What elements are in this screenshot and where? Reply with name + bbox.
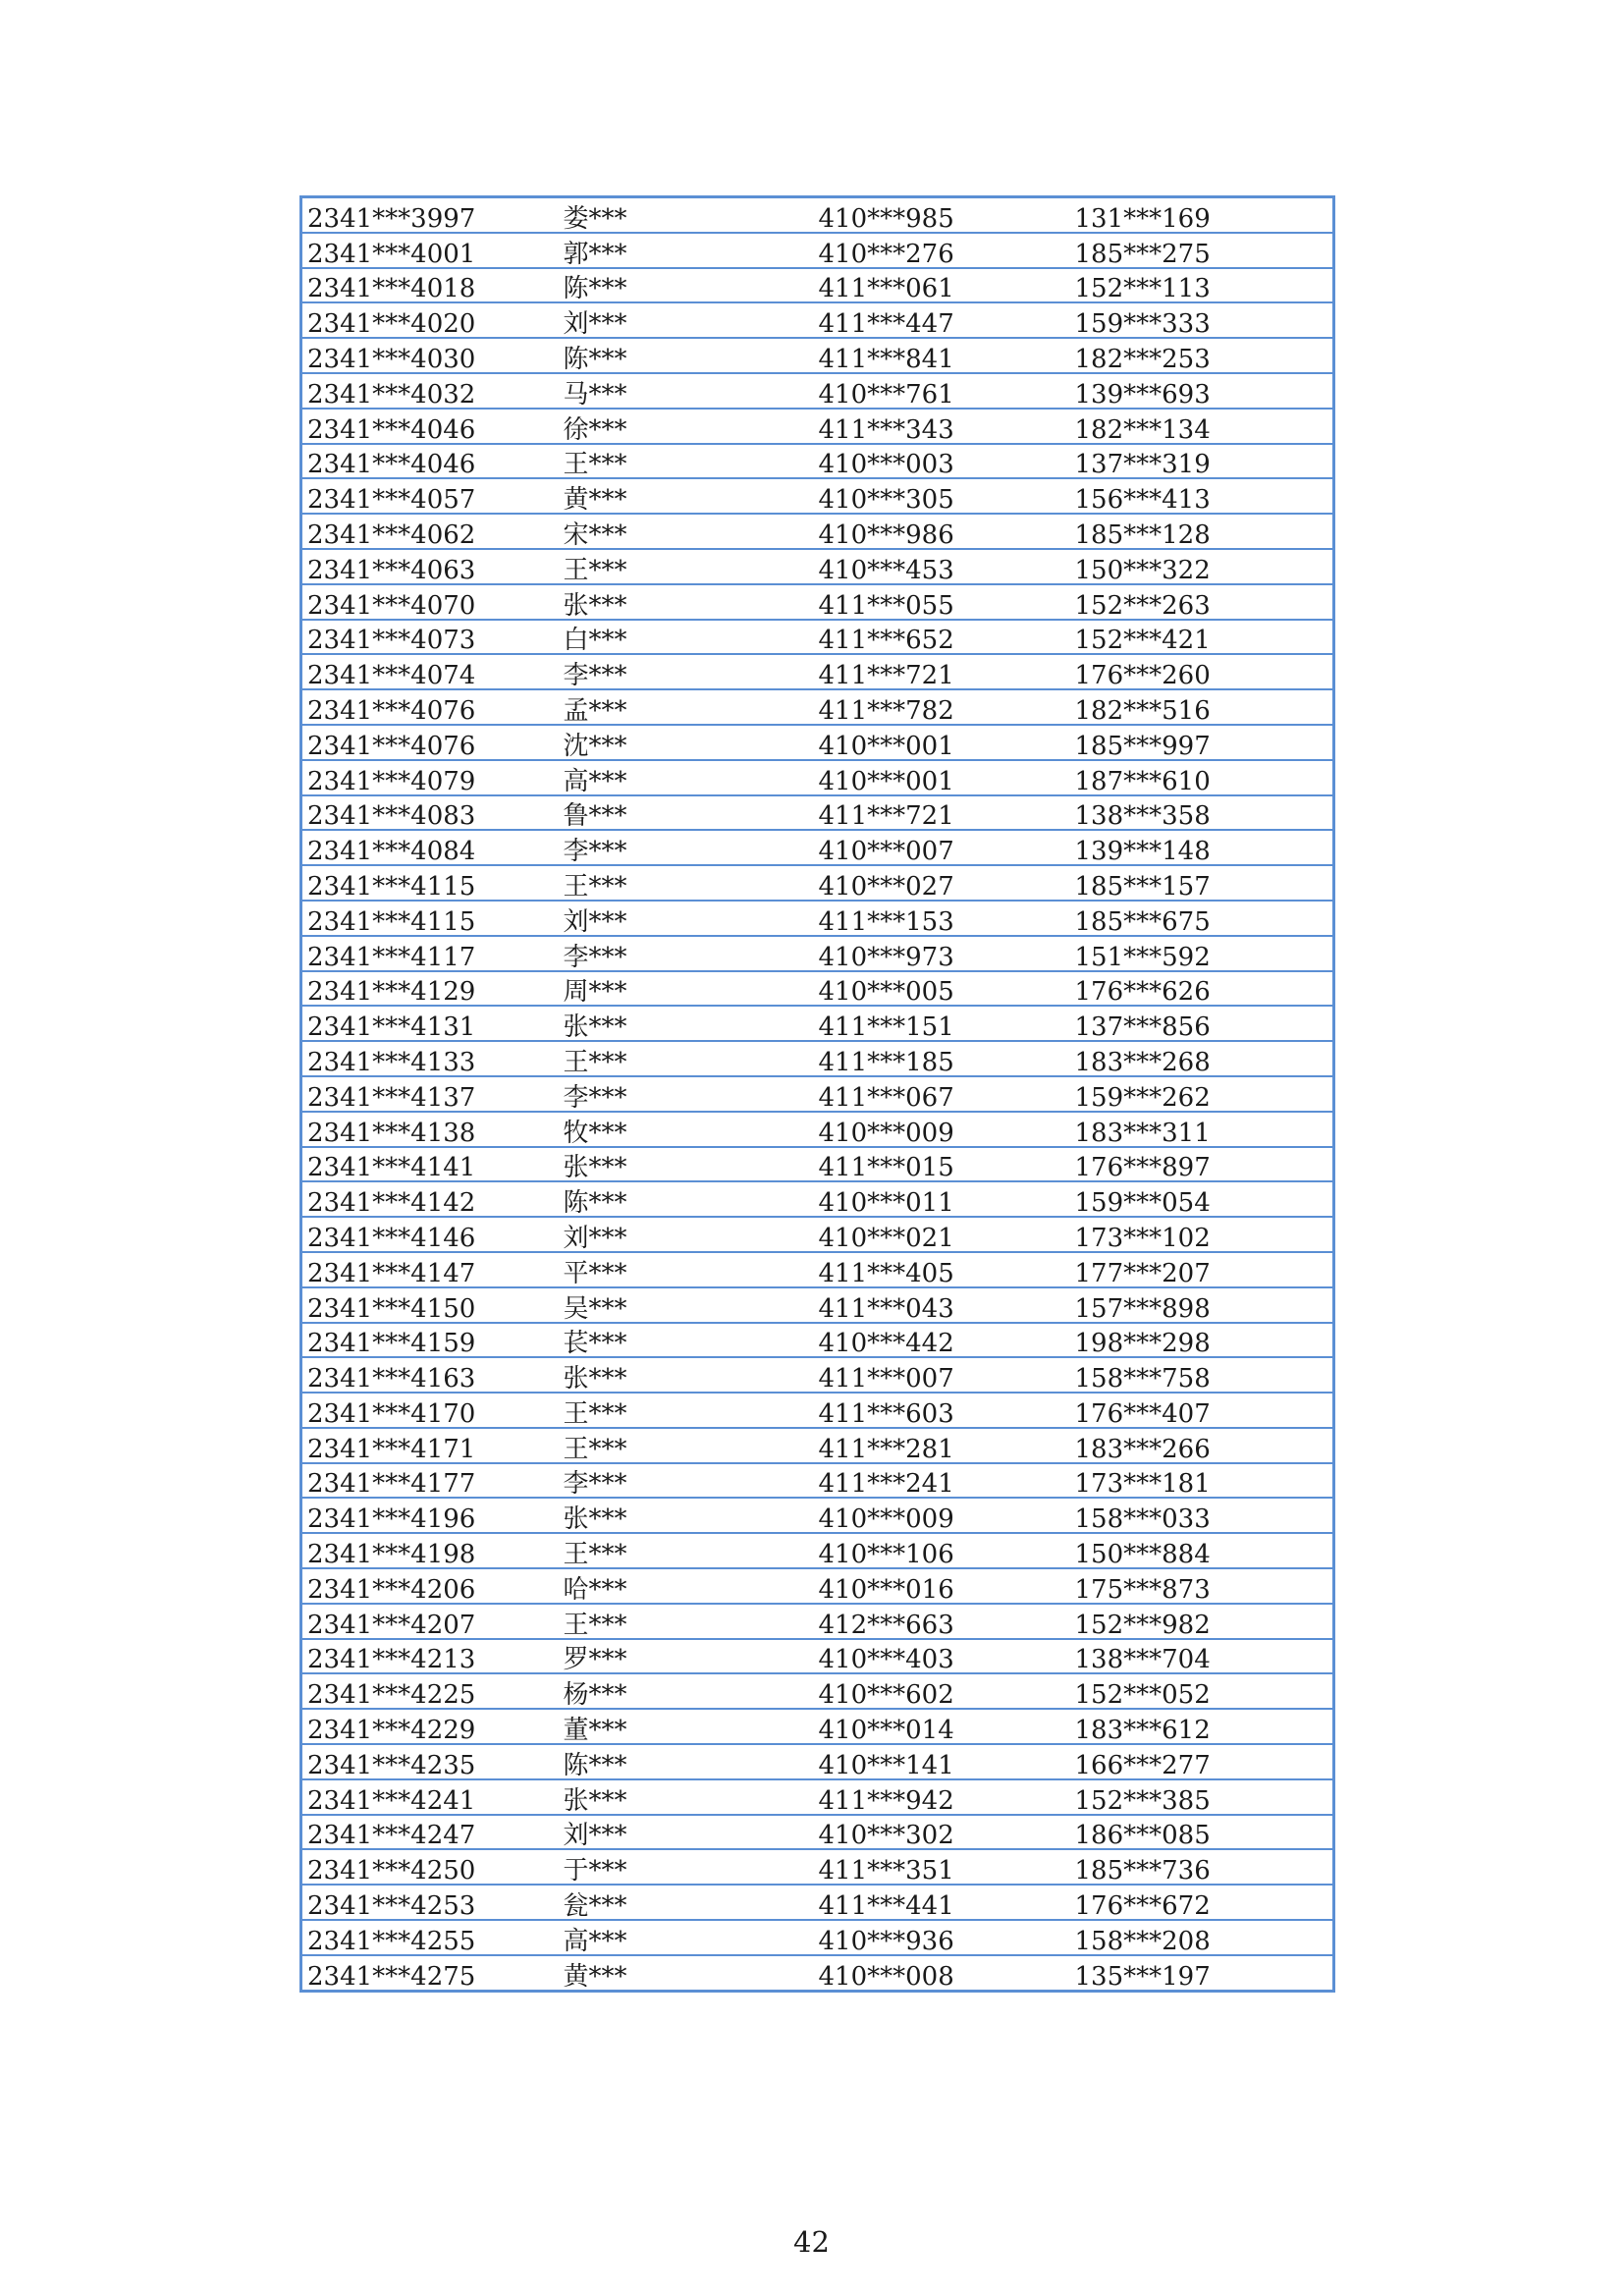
name-cell: 陈***: [559, 338, 816, 373]
name-cell: 王***: [559, 1533, 816, 1568]
registration-id-cell: 2341***4076: [301, 689, 559, 725]
table-row: [301, 1217, 1334, 1252]
id-number-cell: 411***015: [816, 1147, 1073, 1182]
table-row: [301, 1041, 1334, 1076]
table-row: [301, 338, 1334, 373]
registration-id-cell: 2341***4083: [301, 795, 559, 831]
table-row: [301, 1955, 1334, 1991]
phone-cell: 131***169: [1073, 197, 1334, 233]
id-number-cell: 411***043: [816, 1287, 1073, 1323]
name-cell: 马***: [559, 373, 816, 409]
registration-id-cell: 2341***4076: [301, 725, 559, 760]
name-cell: 陈***: [559, 1744, 816, 1779]
registration-id-cell: 2341***4062: [301, 514, 559, 549]
name-cell: 瓮***: [559, 1885, 816, 1920]
id-number-cell: 410***021: [816, 1217, 1073, 1252]
phone-cell: 139***693: [1073, 373, 1334, 409]
registration-id-cell: 2341***4030: [301, 338, 559, 373]
id-number-cell: 410***007: [816, 830, 1073, 865]
registration-id-cell: 2341***4207: [301, 1604, 559, 1639]
id-number-cell: 410***985: [816, 197, 1073, 233]
phone-cell: 176***672: [1073, 1885, 1334, 1920]
id-number-cell: 412***663: [816, 1604, 1073, 1639]
phone-cell: 138***704: [1073, 1639, 1334, 1674]
name-cell: 董***: [559, 1709, 816, 1744]
phone-cell: 185***997: [1073, 725, 1334, 760]
registration-id-cell: 2341***4070: [301, 584, 559, 620]
phone-cell: 139***148: [1073, 830, 1334, 865]
registration-id-cell: 2341***4131: [301, 1006, 559, 1041]
registration-id-cell: 2341***4235: [301, 1744, 559, 1779]
name-cell: 王***: [559, 1604, 816, 1639]
phone-cell: 158***033: [1073, 1498, 1334, 1533]
name-cell: 徐***: [559, 409, 816, 444]
name-cell: 王***: [559, 1393, 816, 1428]
name-cell: 高***: [559, 1920, 816, 1955]
table-row: [301, 1006, 1334, 1041]
name-cell: 罗***: [559, 1639, 816, 1674]
registration-id-cell: 2341***4129: [301, 971, 559, 1007]
id-number-cell: 410***003: [816, 444, 1073, 479]
registration-id-cell: 2341***4275: [301, 1955, 559, 1991]
registration-id-cell: 2341***4229: [301, 1709, 559, 1744]
table-row: [301, 971, 1334, 1007]
phone-cell: 166***277: [1073, 1744, 1334, 1779]
id-number-cell: 411***942: [816, 1779, 1073, 1815]
registration-id-cell: 2341***4241: [301, 1779, 559, 1815]
id-number-cell: 411***441: [816, 1885, 1073, 1920]
name-cell: 平***: [559, 1252, 816, 1287]
phone-cell: 159***262: [1073, 1076, 1334, 1112]
table-row: [301, 1463, 1334, 1499]
table-row: [301, 1533, 1334, 1568]
name-cell: 王***: [559, 865, 816, 901]
phone-cell: 159***054: [1073, 1181, 1334, 1217]
table-row: [301, 478, 1334, 514]
id-number-cell: 411***652: [816, 620, 1073, 655]
table-row: [301, 549, 1334, 584]
registration-id-cell: 2341***4198: [301, 1533, 559, 1568]
phone-cell: 158***758: [1073, 1357, 1334, 1393]
name-cell: 王***: [559, 444, 816, 479]
table-row: [301, 1147, 1334, 1182]
registration-id-cell: 2341***4146: [301, 1217, 559, 1252]
table-row: [301, 444, 1334, 479]
table-row: [301, 1428, 1334, 1463]
registration-id-cell: 2341***4138: [301, 1112, 559, 1147]
phone-cell: 185***675: [1073, 901, 1334, 936]
registration-id-cell: 2341***4150: [301, 1287, 559, 1323]
id-number-cell: 410***305: [816, 478, 1073, 514]
name-cell: 刘***: [559, 1217, 816, 1252]
name-cell: 郭***: [559, 233, 816, 268]
name-cell: 王***: [559, 1428, 816, 1463]
id-number-cell: 410***973: [816, 936, 1073, 971]
name-cell: 张***: [559, 584, 816, 620]
table-row: [301, 1112, 1334, 1147]
id-number-cell: 411***061: [816, 268, 1073, 303]
phone-cell: 135***197: [1073, 1955, 1334, 1991]
id-number-cell: 411***067: [816, 1076, 1073, 1112]
table-row: [301, 760, 1334, 795]
table-row: [301, 830, 1334, 865]
id-number-cell: 411***281: [816, 1428, 1073, 1463]
registration-id-cell: 2341***4142: [301, 1181, 559, 1217]
registration-id-cell: 2341***4159: [301, 1323, 559, 1358]
registration-id-cell: 2341***4084: [301, 830, 559, 865]
registration-id-cell: 2341***4163: [301, 1357, 559, 1393]
id-number-cell: 411***151: [816, 1006, 1073, 1041]
phone-cell: 152***263: [1073, 584, 1334, 620]
phone-cell: 176***626: [1073, 971, 1334, 1007]
id-number-cell: 410***106: [816, 1533, 1073, 1568]
table-row: [301, 1849, 1334, 1885]
table-row: [301, 1568, 1334, 1604]
table-row: [301, 1181, 1334, 1217]
table-row: [301, 1815, 1334, 1850]
phone-cell: 183***311: [1073, 1112, 1334, 1147]
registration-id-cell: 2341***4046: [301, 444, 559, 479]
id-number-cell: 410***009: [816, 1498, 1073, 1533]
phone-cell: 185***736: [1073, 1849, 1334, 1885]
registration-id-cell: 2341***4117: [301, 936, 559, 971]
table-row: [301, 1076, 1334, 1112]
id-number-cell: 411***782: [816, 689, 1073, 725]
phone-cell: 183***266: [1073, 1428, 1334, 1463]
phone-cell: 186***085: [1073, 1815, 1334, 1850]
records-table: [299, 195, 1335, 1993]
registration-id-cell: 2341***4046: [301, 409, 559, 444]
table-row: [301, 1885, 1334, 1920]
table-row: [301, 1709, 1334, 1744]
name-cell: 陈***: [559, 1181, 816, 1217]
registration-id-cell: 2341***4020: [301, 302, 559, 338]
name-cell: 李***: [559, 1076, 816, 1112]
name-cell: 沈***: [559, 725, 816, 760]
registration-id-cell: 2341***4115: [301, 865, 559, 901]
table-row: [301, 409, 1334, 444]
id-number-cell: 411***721: [816, 795, 1073, 831]
name-cell: 黄***: [559, 478, 816, 514]
name-cell: 刘***: [559, 1815, 816, 1850]
registration-id-cell: 2341***4171: [301, 1428, 559, 1463]
table-row: [301, 725, 1334, 760]
table-row: [301, 197, 1334, 233]
table-row: [301, 1920, 1334, 1955]
name-cell: 李***: [559, 830, 816, 865]
id-number-cell: 410***761: [816, 373, 1073, 409]
id-number-cell: 411***153: [816, 901, 1073, 936]
table-row: [301, 1779, 1334, 1815]
table-row: [301, 1287, 1334, 1323]
table-row: [301, 302, 1334, 338]
id-number-cell: 410***016: [816, 1568, 1073, 1604]
registration-id-cell: 2341***4255: [301, 1920, 559, 1955]
id-number-cell: 410***014: [816, 1709, 1073, 1744]
id-number-cell: 410***027: [816, 865, 1073, 901]
registration-id-cell: 2341***4206: [301, 1568, 559, 1604]
name-cell: 刘***: [559, 901, 816, 936]
name-cell: 孟***: [559, 689, 816, 725]
registration-id-cell: 2341***3997: [301, 197, 559, 233]
id-number-cell: 410***442: [816, 1323, 1073, 1358]
registration-id-cell: 2341***4115: [301, 901, 559, 936]
id-number-cell: 410***005: [816, 971, 1073, 1007]
table-row: [301, 1604, 1334, 1639]
registration-id-cell: 2341***4001: [301, 233, 559, 268]
id-number-cell: 410***008: [816, 1955, 1073, 1991]
id-number-cell: 410***453: [816, 549, 1073, 584]
phone-cell: 182***516: [1073, 689, 1334, 725]
id-number-cell: 410***986: [816, 514, 1073, 549]
registration-id-cell: 2341***4018: [301, 268, 559, 303]
id-number-cell: 411***241: [816, 1463, 1073, 1499]
id-number-cell: 411***603: [816, 1393, 1073, 1428]
table-row: [301, 654, 1334, 689]
name-cell: 于***: [559, 1849, 816, 1885]
name-cell: 刘***: [559, 302, 816, 338]
phone-cell: 151***592: [1073, 936, 1334, 971]
table-row: [301, 901, 1334, 936]
name-cell: 鲁***: [559, 795, 816, 831]
registration-id-cell: 2341***4074: [301, 654, 559, 689]
registration-id-cell: 2341***4225: [301, 1673, 559, 1709]
phone-cell: 176***897: [1073, 1147, 1334, 1182]
table-row: [301, 1323, 1334, 1358]
phone-cell: 152***982: [1073, 1604, 1334, 1639]
phone-cell: 156***413: [1073, 478, 1334, 514]
name-cell: 娄***: [559, 197, 816, 233]
id-number-cell: 411***405: [816, 1252, 1073, 1287]
id-number-cell: 410***009: [816, 1112, 1073, 1147]
table-row: [301, 1673, 1334, 1709]
table-row: [301, 268, 1334, 303]
registration-id-cell: 2341***4213: [301, 1639, 559, 1674]
id-number-cell: 410***276: [816, 233, 1073, 268]
table-row: [301, 1252, 1334, 1287]
table-row: [301, 795, 1334, 831]
id-number-cell: 410***141: [816, 1744, 1073, 1779]
name-cell: 李***: [559, 654, 816, 689]
registration-id-cell: 2341***4253: [301, 1885, 559, 1920]
id-number-cell: 410***403: [816, 1639, 1073, 1674]
table-row: [301, 620, 1334, 655]
registration-id-cell: 2341***4073: [301, 620, 559, 655]
phone-cell: 150***322: [1073, 549, 1334, 584]
id-number-cell: 410***001: [816, 760, 1073, 795]
id-number-cell: 411***351: [816, 1849, 1073, 1885]
table-row: [301, 936, 1334, 971]
table-row: [301, 1498, 1334, 1533]
phone-cell: 198***298: [1073, 1323, 1334, 1358]
id-number-cell: 410***602: [816, 1673, 1073, 1709]
id-number-cell: 411***343: [816, 409, 1073, 444]
phone-cell: 152***385: [1073, 1779, 1334, 1815]
registration-id-cell: 2341***4032: [301, 373, 559, 409]
phone-cell: 183***612: [1073, 1709, 1334, 1744]
table-row: [301, 865, 1334, 901]
phone-cell: 152***113: [1073, 268, 1334, 303]
registration-id-cell: 2341***4147: [301, 1252, 559, 1287]
phone-cell: 157***898: [1073, 1287, 1334, 1323]
records-body: [301, 197, 1334, 1992]
registration-id-cell: 2341***4057: [301, 478, 559, 514]
phone-cell: 185***275: [1073, 233, 1334, 268]
registration-id-cell: 2341***4247: [301, 1815, 559, 1850]
phone-cell: 159***333: [1073, 302, 1334, 338]
phone-cell: 158***208: [1073, 1920, 1334, 1955]
id-number-cell: 410***011: [816, 1181, 1073, 1217]
name-cell: 周***: [559, 971, 816, 1007]
name-cell: 陈***: [559, 268, 816, 303]
name-cell: 张***: [559, 1147, 816, 1182]
phone-cell: 173***181: [1073, 1463, 1334, 1499]
registration-id-cell: 2341***4170: [301, 1393, 559, 1428]
name-cell: 李***: [559, 1463, 816, 1499]
name-cell: 张***: [559, 1779, 816, 1815]
phone-cell: 137***319: [1073, 444, 1334, 479]
table-row: [301, 1393, 1334, 1428]
phone-cell: 175***873: [1073, 1568, 1334, 1604]
name-cell: 张***: [559, 1498, 816, 1533]
registration-id-cell: 2341***4063: [301, 549, 559, 584]
registration-id-cell: 2341***4177: [301, 1463, 559, 1499]
id-number-cell: 410***936: [816, 1920, 1073, 1955]
table-row: [301, 1357, 1334, 1393]
name-cell: 李***: [559, 936, 816, 971]
name-cell: 张***: [559, 1006, 816, 1041]
phone-cell: 187***610: [1073, 760, 1334, 795]
phone-cell: 183***268: [1073, 1041, 1334, 1076]
registration-id-cell: 2341***4250: [301, 1849, 559, 1885]
name-cell: 苌***: [559, 1323, 816, 1358]
name-cell: 宋***: [559, 514, 816, 549]
phone-cell: 150***884: [1073, 1533, 1334, 1568]
id-number-cell: 411***447: [816, 302, 1073, 338]
name-cell: 高***: [559, 760, 816, 795]
phone-cell: 152***421: [1073, 620, 1334, 655]
name-cell: 黄***: [559, 1955, 816, 1991]
phone-cell: 152***052: [1073, 1673, 1334, 1709]
phone-cell: 182***253: [1073, 338, 1334, 373]
phone-cell: 185***128: [1073, 514, 1334, 549]
id-number-cell: 410***001: [816, 725, 1073, 760]
name-cell: 白***: [559, 620, 816, 655]
page-number: 42: [793, 2225, 830, 2259]
id-number-cell: 411***007: [816, 1357, 1073, 1393]
name-cell: 张***: [559, 1357, 816, 1393]
name-cell: 吴***: [559, 1287, 816, 1323]
table-row: [301, 1639, 1334, 1674]
phone-cell: 177***207: [1073, 1252, 1334, 1287]
table-row: [301, 584, 1334, 620]
table-row: [301, 689, 1334, 725]
id-number-cell: 411***841: [816, 338, 1073, 373]
name-cell: 哈***: [559, 1568, 816, 1604]
registration-id-cell: 2341***4141: [301, 1147, 559, 1182]
registration-id-cell: 2341***4133: [301, 1041, 559, 1076]
id-number-cell: 411***721: [816, 654, 1073, 689]
name-cell: 杨***: [559, 1673, 816, 1709]
phone-cell: 176***407: [1073, 1393, 1334, 1428]
id-number-cell: 410***302: [816, 1815, 1073, 1850]
phone-cell: 182***134: [1073, 409, 1334, 444]
table-row: [301, 233, 1334, 268]
name-cell: 牧***: [559, 1112, 816, 1147]
table-row: [301, 514, 1334, 549]
name-cell: 王***: [559, 549, 816, 584]
phone-cell: 137***856: [1073, 1006, 1334, 1041]
registration-id-cell: 2341***4079: [301, 760, 559, 795]
phone-cell: 138***358: [1073, 795, 1334, 831]
registration-id-cell: 2341***4196: [301, 1498, 559, 1533]
id-number-cell: 411***185: [816, 1041, 1073, 1076]
registration-id-cell: 2341***4137: [301, 1076, 559, 1112]
id-number-cell: 411***055: [816, 584, 1073, 620]
name-cell: 王***: [559, 1041, 816, 1076]
table-row: [301, 373, 1334, 409]
table-row: [301, 1744, 1334, 1779]
phone-cell: 176***260: [1073, 654, 1334, 689]
phone-cell: 185***157: [1073, 865, 1334, 901]
phone-cell: 173***102: [1073, 1217, 1334, 1252]
